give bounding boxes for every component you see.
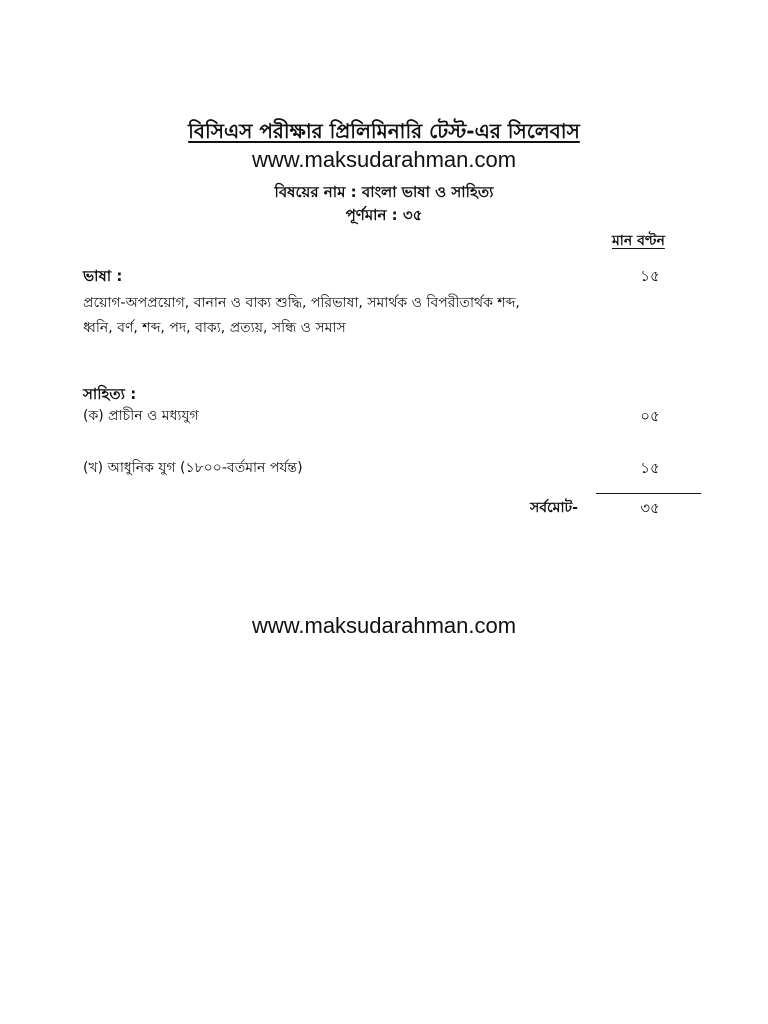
total-rule bbox=[596, 493, 701, 494]
language-heading: ভাষা : bbox=[83, 267, 123, 285]
literature-item-a: (ক) প্রাচীন ও মধ্যযুগ bbox=[83, 408, 199, 424]
syllabus-title: বিসিএস পরীক্ষার প্রিলিমিনারি টেস্ট-এর সিলেবাস bbox=[188, 119, 580, 143]
literature-item-a-marks: ০৫ bbox=[640, 407, 660, 425]
marks-distribution-header: মান বণ্টন bbox=[612, 233, 665, 249]
subject-name: বিষয়ের নাম : বাংলা ভাষা ও সাহিত্য bbox=[274, 183, 494, 201]
full-marks: পূর্ণমান : ৩৫ bbox=[345, 206, 423, 224]
total-marks: ৩৫ bbox=[640, 499, 660, 517]
literature-item-b: (খ) আধুনিক যুগ (১৮০০-বর্তমান পর্যন্ত) bbox=[83, 460, 303, 476]
total-label: সর্বমোট- bbox=[530, 500, 578, 516]
language-marks: ১৫ bbox=[640, 267, 660, 285]
website-url-bottom: www.maksudarahman.com bbox=[251, 613, 517, 638]
language-topics-line-2: ধ্বনি, বর্ণ, শব্দ, পদ, বাক্য, প্রত্যয়, সন্ধি ও সমাস bbox=[83, 320, 346, 336]
language-topics-line-1: প্রয়োগ-অপপ্রয়োগ, বানান ও বাক্য শুদ্ধি, পরিভাষা, সমার্থক ও বিপরীতার্থক শব্দ, bbox=[83, 295, 520, 311]
literature-heading: সাহিত্য : bbox=[83, 385, 137, 403]
literature-item-b-marks: ১৫ bbox=[640, 459, 660, 477]
website-url-top: www.maksudarahman.com bbox=[251, 147, 517, 172]
